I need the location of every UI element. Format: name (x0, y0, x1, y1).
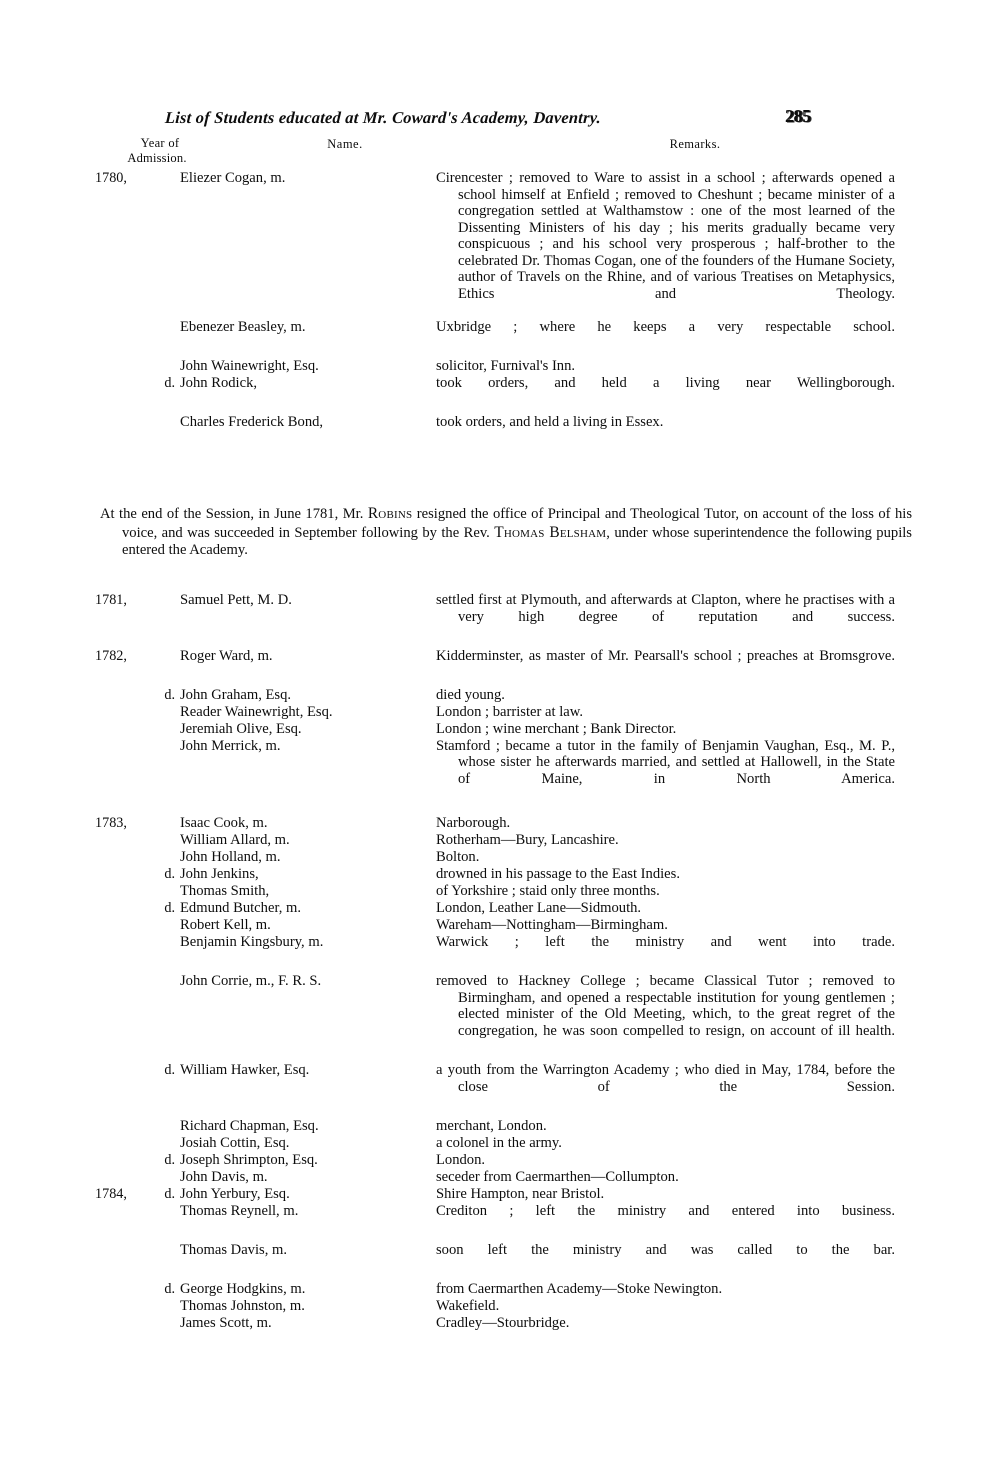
column-header-year-line1: Year of (140, 136, 180, 150)
entry-remark: London ; barrister at law. (436, 703, 583, 720)
entry-row (95, 1298, 895, 1315)
entry-deceased-marker: d. (164, 1151, 175, 1168)
entry-row (95, 934, 895, 967)
entry-name: Samuel Pett, M. D. (180, 592, 292, 608)
entry-name: John Merrick, m. (180, 737, 281, 754)
entry-row (95, 1062, 895, 1112)
entry-remark: Wakefield. (436, 1297, 500, 1314)
entry-row (95, 849, 895, 866)
entry-row (95, 414, 895, 431)
entry-remark: from Caermarthen Academy—Stoke Newington. (436, 1280, 723, 1297)
entry-row (95, 170, 895, 319)
entry-row (95, 1186, 895, 1203)
entry-row (95, 1135, 895, 1152)
entry-list-1780 (95, 170, 895, 431)
entry-name: Thomas Smith, (180, 883, 270, 900)
column-header-remarks: Remarks. (669, 137, 721, 151)
entry-name: George Hodgkins, m. (180, 1280, 306, 1297)
column-header-year-line2: Admission. (127, 151, 187, 166)
entry-remark: took orders, and held a living near Wellingborough. (436, 375, 895, 392)
entry-row (95, 704, 895, 721)
entry-row (95, 592, 895, 642)
entry-remark: removed to Hackney College ; became Classical Tutor ; removed to Birmingham, and opened a respectable institution for young gentlemen ; elected minister of the Old Meeting, which, to the great regret of the congregation, he was soon compelled to resign, on account of ill health. (436, 973, 895, 1039)
entry-remark: Stamford ; became a tutor in the family of Benjamin Vaughan, Esq., M. P., whose sister he afterwards married, and settled at Hallowell, in the State of Maine, in North America. (436, 737, 895, 787)
entry-row (95, 319, 895, 352)
entry-name: Robert Kell, m. (180, 917, 271, 934)
column-header-name: Name. (327, 137, 363, 151)
entry-deceased-marker: d. (164, 866, 175, 883)
entry-remark: Narborough. (436, 815, 511, 832)
running-head (95, 108, 905, 134)
entry-deceased-marker: d. (164, 1062, 175, 1078)
entry-name: James Scott, m. (180, 1314, 272, 1331)
entry-name: Richard Chapman, Esq. (180, 1117, 319, 1134)
session-note-name-robins: Robins (367, 505, 413, 522)
entry-row (95, 721, 895, 738)
entry-remark: Rotherham—Bury, Lancashire. (436, 832, 619, 849)
entry-name: John Wainewright, Esq. (180, 358, 319, 375)
entry-name: Edmund Butcher, m. (180, 900, 302, 917)
entry-remark: of Yorkshire ; staid only three months. (436, 883, 660, 900)
entry-remark: London, Leather Lane—Sidmouth. (436, 900, 642, 917)
entry-year: 1784, (95, 1185, 127, 1202)
entry-row (95, 900, 895, 917)
entry-year: 1780, (95, 170, 127, 186)
entry-name: Thomas Reynell, m. (180, 1202, 299, 1219)
entry-remark: Cradley—Stourbridge. (436, 1314, 570, 1331)
entry-row (95, 358, 895, 375)
entry-row (95, 1203, 895, 1236)
entry-remark: Uxbridge ; where he keeps a very respectable school. (436, 319, 895, 336)
entry-deceased-marker: d. (164, 900, 175, 917)
row-spacer (95, 804, 895, 815)
entry-row (95, 1281, 895, 1298)
entry-name: William Hawker, Esq. (180, 1062, 310, 1078)
entry-row (95, 832, 895, 849)
entry-remark: Cirencester ; removed to Ware to assist in a school ; afterwards opened a school himself at Enfield ; removed to Cheshunt ; became minister of a congregation settled at Walthamstow : one of the most learned of the Dissenting Ministers of his day ; his merits gradually became very conspicuous ; and his school very prosperous ; half-brother to the celebrated Dr. Thomas Cogan, one of the founders of the Humane Society, author of Travels on the Rhine, and of various Treatises on Metaphysics, Ethics and Theology. (436, 170, 895, 302)
session-note-part3: , under whose superintendence the following pupils entered the Academy. (122, 524, 912, 558)
entry-remark: Kidderminster, as master of Mr. Pearsall's school ; preaches at Bromsgrove. (436, 647, 895, 664)
page-number: 285 (785, 106, 811, 126)
entry-row (95, 1242, 895, 1275)
entry-name: Jeremiah Olive, Esq. (180, 720, 302, 737)
entry-remark: soon left the ministry and was called to the bar. (436, 1241, 895, 1258)
entry-remark: London. (436, 1151, 486, 1168)
entry-row (95, 648, 895, 681)
entry-name: Benjamin Kingsbury, m. (180, 934, 324, 951)
session-note-paragraph (100, 505, 912, 560)
entry-name: John Yerbury, Esq. (180, 1185, 290, 1202)
entry-name: Eliezer Cogan, m. (180, 170, 286, 186)
entry-name: Roger Ward, m. (180, 647, 273, 664)
entry-row (95, 815, 895, 832)
entry-remark: solicitor, Furnival's Inn. (436, 358, 576, 375)
entry-row (95, 866, 895, 883)
entry-remark: died young. (436, 686, 505, 703)
entry-row (95, 883, 895, 900)
entry-deceased-marker: d. (164, 1185, 175, 1202)
entry-row (95, 973, 895, 1056)
entry-name: Josiah Cottin, Esq. (180, 1134, 290, 1151)
entry-remark: Wareham—Nottingham—Birmingham. (436, 917, 668, 934)
entry-row (95, 1118, 895, 1135)
entry-remark: merchant, London. (436, 1117, 547, 1134)
entry-name: Reader Wainewright, Esq. (180, 703, 333, 720)
entry-deceased-marker: d. (164, 375, 175, 392)
entry-name: John Graham, Esq. (180, 686, 292, 703)
entry-name: John Jenkins, (180, 866, 259, 883)
entry-name: Thomas Davis, m. (180, 1241, 288, 1258)
entry-remark: took orders, and held a living in Essex. (436, 414, 664, 431)
entry-remark: drowned in his passage to the East Indies. (436, 866, 680, 883)
entry-year: 1783, (95, 815, 127, 832)
entry-remark: seceder from Caermarthen—Collumpton. (436, 1168, 679, 1185)
entry-remark: a youth from the Warrington Academy ; who died in May, 1784, before the close of the Session. (436, 1062, 895, 1095)
page-title: List of Students educated at Mr. Coward's Academy, Daventry. (164, 108, 602, 127)
entry-name: Isaac Cook, m. (180, 815, 268, 832)
entry-row (95, 375, 895, 408)
entry-name: John Rodick, (180, 375, 258, 392)
entry-row (95, 1315, 895, 1332)
entry-name: John Holland, m. (180, 849, 281, 866)
entry-row (95, 1152, 895, 1169)
entry-remark: Warwick ; left the ministry and went into trade. (436, 934, 895, 951)
entry-name: Ebenezer Beasley, m. (180, 319, 306, 336)
entry-name: Charles Frederick Bond, (180, 414, 324, 431)
entry-row (95, 917, 895, 934)
column-headers (95, 136, 905, 170)
entry-name: William Allard, m. (180, 832, 290, 849)
entry-row (95, 738, 895, 804)
entry-remark: a colonel in the army. (436, 1134, 562, 1151)
entry-list-1781-1784 (95, 592, 895, 1332)
entry-row (95, 687, 895, 704)
entry-remark: Bolton. (436, 849, 480, 866)
entry-name: Joseph Shrimpton, Esq. (180, 1151, 318, 1168)
entry-year: 1781, (95, 592, 127, 608)
session-note-part1: At the end of the Session, in June 1781, Mr. (100, 506, 368, 522)
entry-remark: Shire Hampton, near Bristol. (436, 1185, 605, 1202)
entry-remark: London ; wine merchant ; Bank Director. (436, 720, 677, 737)
entry-remark: Crediton ; left the ministry and entered into business. (436, 1202, 895, 1219)
column-header-year (95, 136, 225, 167)
session-note-part2: resigned the office of Principal and Theological Tutor, on account of the loss of his voice, and was succeeded in September following by the Rev. (122, 506, 912, 541)
entry-deceased-marker: d. (164, 1280, 175, 1297)
session-note-name-belsham: Thomas Belsham (494, 523, 607, 541)
entry-name: Thomas Johnston, m. (180, 1297, 305, 1314)
entry-name: John Corrie, m., F. R. S. (180, 973, 322, 990)
entry-remark: settled first at Plymouth, and afterwards at Clapton, where he practises with a very high degree of reputation and success. (436, 592, 895, 625)
entry-deceased-marker: d. (164, 686, 175, 703)
entry-row (95, 1169, 895, 1186)
entry-year: 1782, (95, 647, 127, 664)
entry-name: John Davis, m. (180, 1168, 268, 1185)
